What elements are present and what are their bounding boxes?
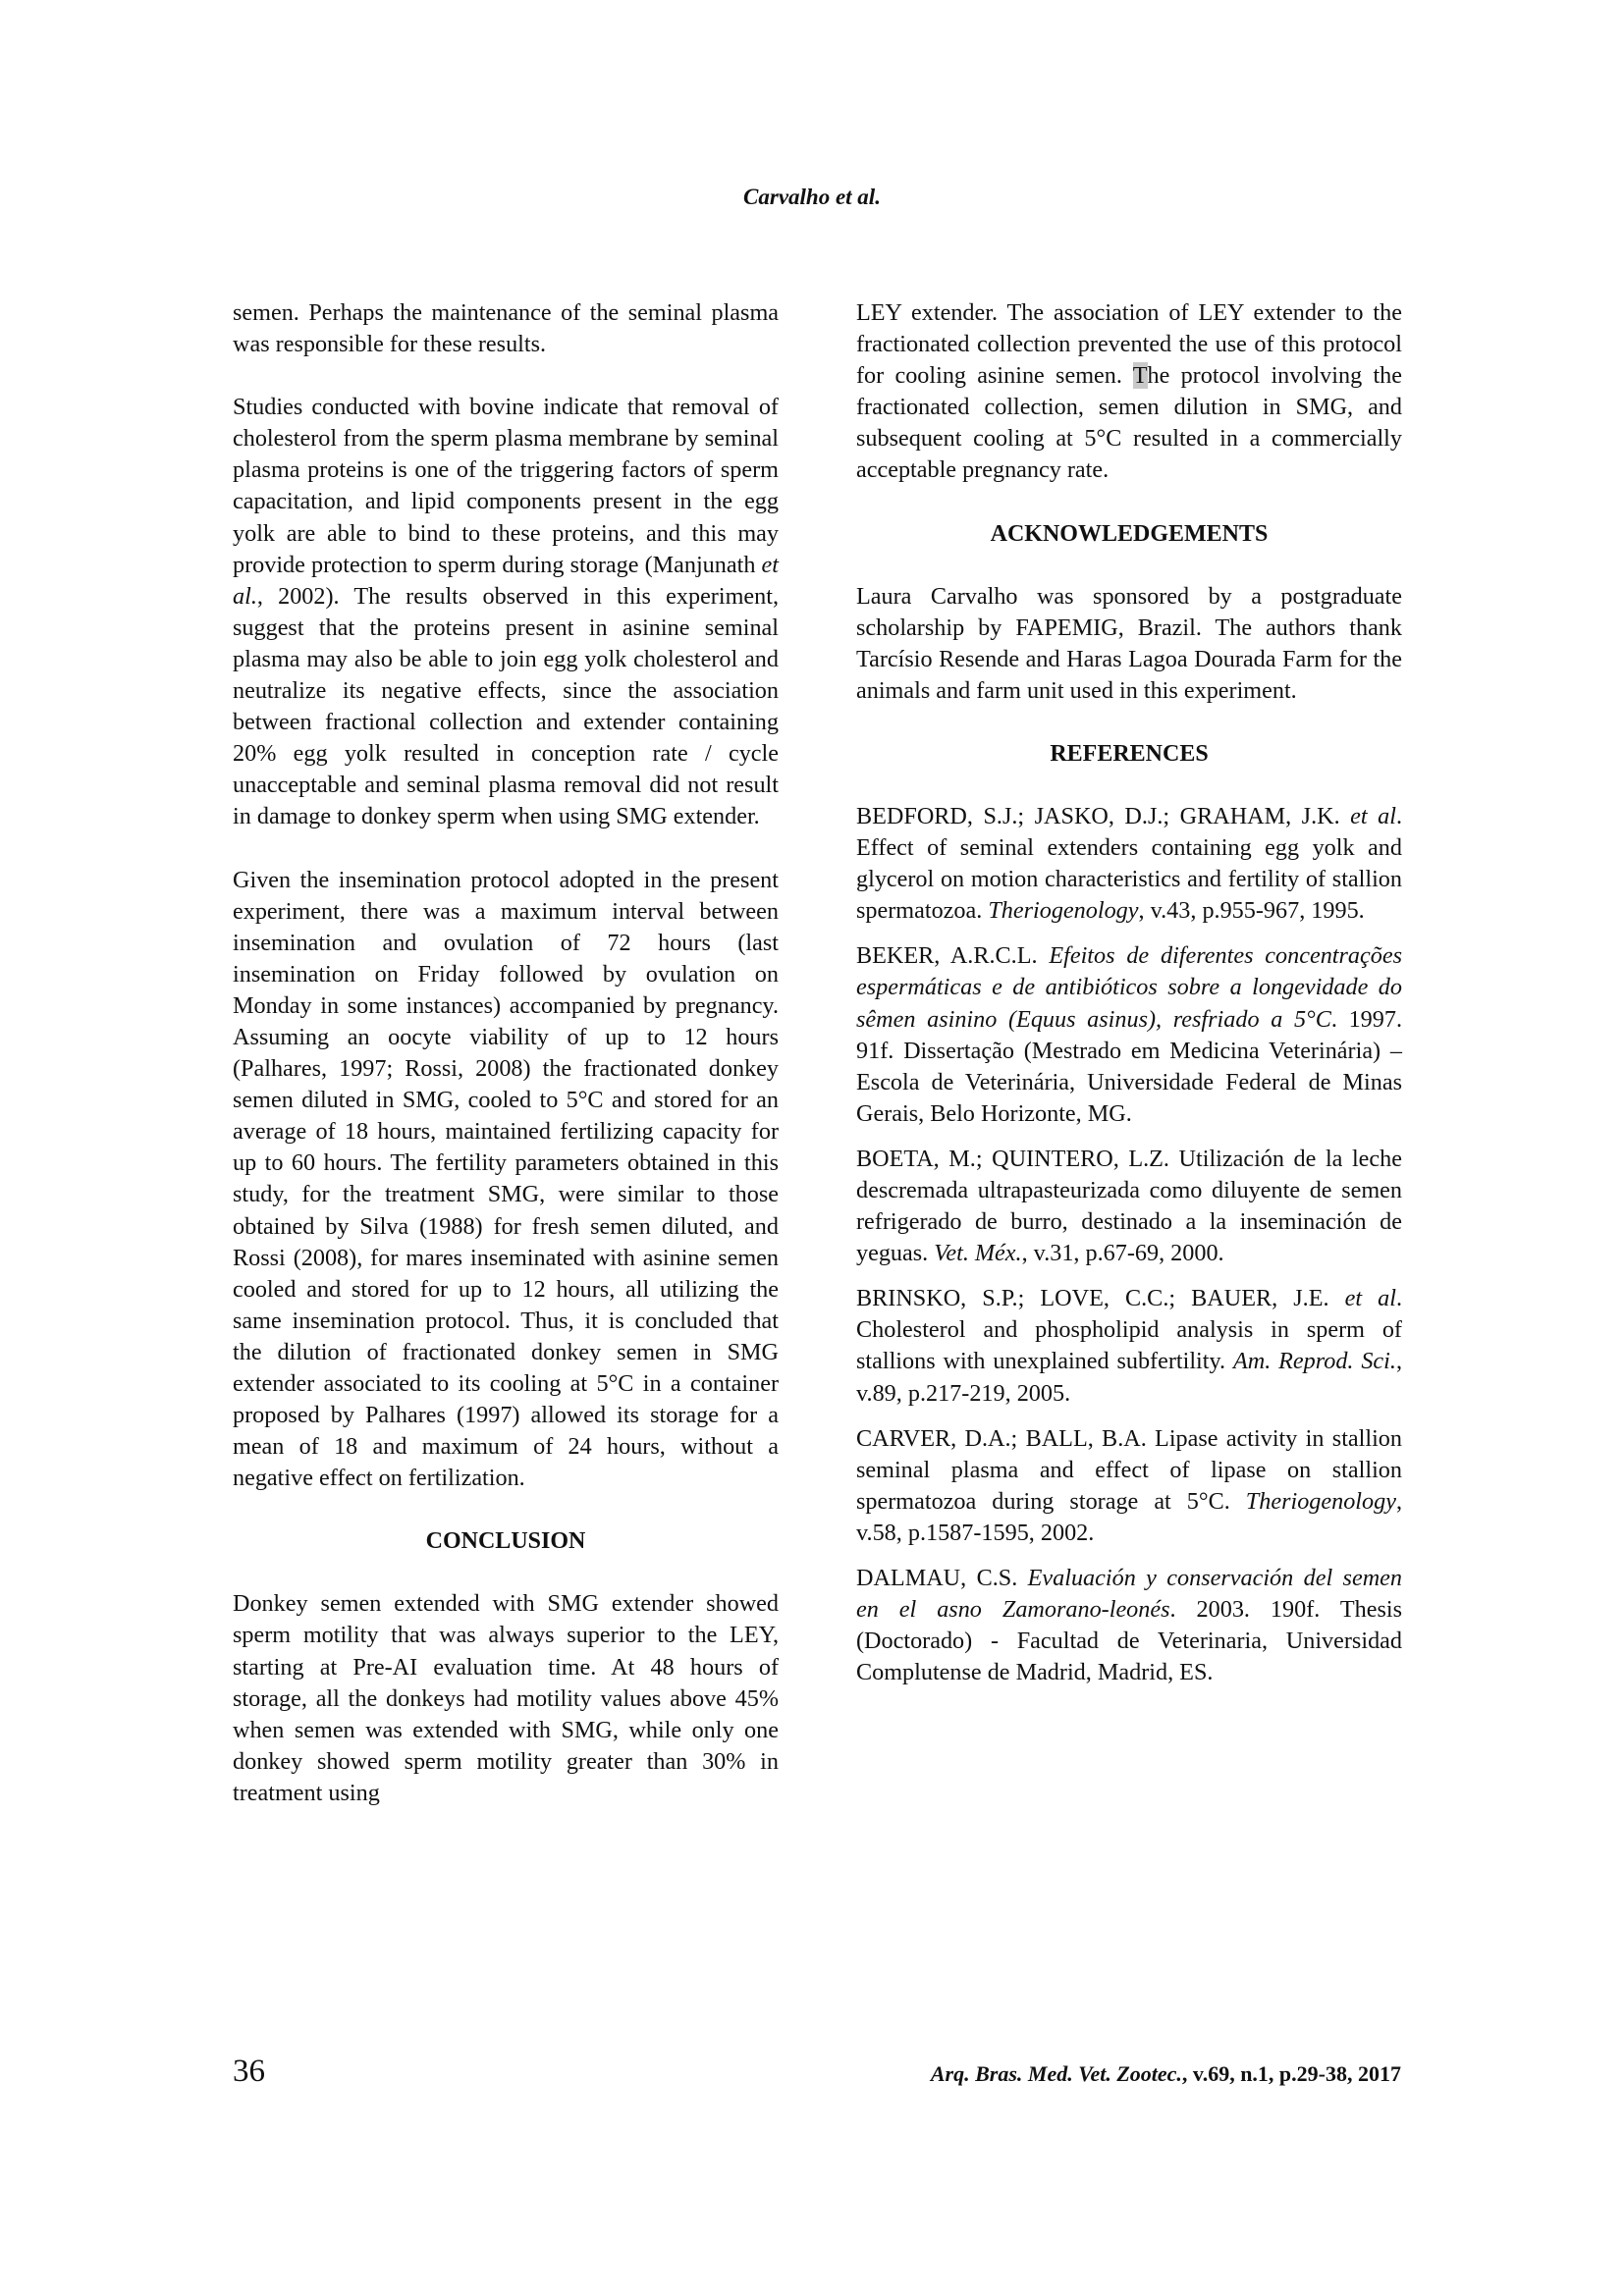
conclusion-heading: CONCLUSION <box>425 1528 586 1555</box>
paragraph: Given the insemination protocol adopted in the present experiment, there was a maximum interval between insemination and ovulation of 72 hours (last insemination on Friday followed by ovulation on Monday in some instances) accompanied by pregnancy. Assuming an oocyte viability of up to 12 hours (Palhares, 1997; Rossi, 2008) the fractionated donkey semen diluted in SMG, cooled to 5°C and stored for an average of 18 hours, maintained fertilizing capacity for up to 60 hours. The fertility parameters obtained in this study, for the treatment SMG, were similar to those obtained by Silva (1988) for fresh semen diluted, and Rossi (2008), for mares inseminated with asinine semen cooled and stored for up to 12 hours, all utilizing the same insemination protocol. Thus, it is concluded that the dilution of fractionated donkey semen in SMG extender associated to its cooling at 5°C in a container proposed by Palhares (1997) allowed its storage for a mean of 18 and maximum of 24 hours, without a negative effect on fertilization. <box>233 866 779 1492</box>
acknowledgements-heading: ACKNOWLEDGEMENTS <box>990 520 1269 547</box>
paragraph: LEY extender. The association of LEY extender to the fractionated collection prevented the use of this protocol for cooling asinine semen. The protocol involving the fractionated collection, semen dilution in SMG, and subsequent cooling at 5°C resulted in a commercially acceptable pregnancy rate. <box>856 299 1402 484</box>
reference-item: BEKER, A.R.C.L. Efeitos de diferentes concentrações espermáticas e de antibióticos sobre a longevidade do sêmen asinino (Equus asinus), resfriado a 5°C. 1997. 91f. Dissertação (Mestrado em Medicina Veterinária) – Escola de Veterinária, Universidade Federal de Minas Gerais, Belo Horizonte, MG. <box>856 942 1403 1127</box>
text-cursor-highlight: T <box>1132 362 1148 390</box>
page-number: 36 <box>233 2054 265 2089</box>
journal-citation: Arq. Bras. Med. Vet. Zootec., v.69, n.1, p.29-38, 2017 <box>930 2061 1401 2086</box>
references-heading: REFERENCES <box>1050 740 1209 767</box>
running-head: Carvalho et al. <box>743 185 881 209</box>
paragraph: Donkey semen extended with SMG extender showed sperm motility that was always superior to the LEY, starting at Pre-AI evaluation time. At 48 hours of storage, all the donkeys had motility values above 45% when semen was extended with SMG, while only one donkey showed sperm motility greater than 30% in treatment using <box>233 1590 779 1806</box>
reference-item: BEDFORD, S.J.; JASKO, D.J.; GRAHAM, J.K. et al. Effect of seminal extenders containing egg yolk and glycerol on motion characteristics and fertility of stallion spermatozoa. Theriogenology, v.43, p.955-967, 1995. <box>856 802 1402 925</box>
left-column <box>233 297 779 1841</box>
paragraph: semen. Perhaps the maintenance of the seminal plasma was responsible for these results. <box>233 299 779 358</box>
reference-item: BRINSKO, S.P.; LOVE, C.C.; BAUER, J.E. et al. Cholesterol and phospholipid analysis in sperm of stallions with unexplained subfertility. Am. Reprod. Sci., v.89, p.217-219, 2005. <box>856 1285 1402 1407</box>
reference-item: CARVER, D.A.; BALL, B.A. Lipase activity in stallion seminal plasma and effect of lipase on stallion spermatozoa during storage at 5°C. Theriogenology, v.58, p.1587-1595, 2002. <box>856 1424 1402 1546</box>
acknowledgements-text: Laura Carvalho was sponsored by a postgraduate scholarship by FAPEMIG, Brazil. The authors thank Tarcísio Resende and Haras Lagoa Dourada Farm for the animals and farm unit used in this experiment. <box>856 582 1402 704</box>
reference-item: BOETA, M.; QUINTERO, L.Z. Utilización de la leche descremada ultrapasteurizada como diluyente de semen refrigerado de burro, destinado a la inseminación de yeguas. Vet. Méx., v.31, p.67-69, 2000. <box>856 1145 1402 1267</box>
reference-list <box>856 801 1402 1688</box>
right-column <box>856 297 1402 1702</box>
paragraph: Studies conducted with bovine indicate that removal of cholesterol from the sperm plasma membrane by seminal plasma proteins is one of the triggering factors of sperm capacitation, and lipid components present in the egg yolk are able to bind to these proteins, and this may provide protection to sperm during storage (Manjunath et al., 2002). The results observed in this experiment, suggest that the proteins present in asinine seminal plasma may also be able to join egg yolk cholesterol and neutralize its negative effects, since the association between fractional collection and extender containing 20% egg yolk resulted in conception rate / cycle unacceptable and seminal plasma removal did not result in damage to donkey sperm when using SMG extender. <box>233 394 779 830</box>
reference-item: DALMAU, C.S. Evaluación y conservación del semen en el asno Zamorano-leonés. 2003. 190f. Thesis (Doctorado) - Facultad de Veterinaria, Universidad Complutense de Madrid, Madrid, ES. <box>856 1565 1402 1686</box>
